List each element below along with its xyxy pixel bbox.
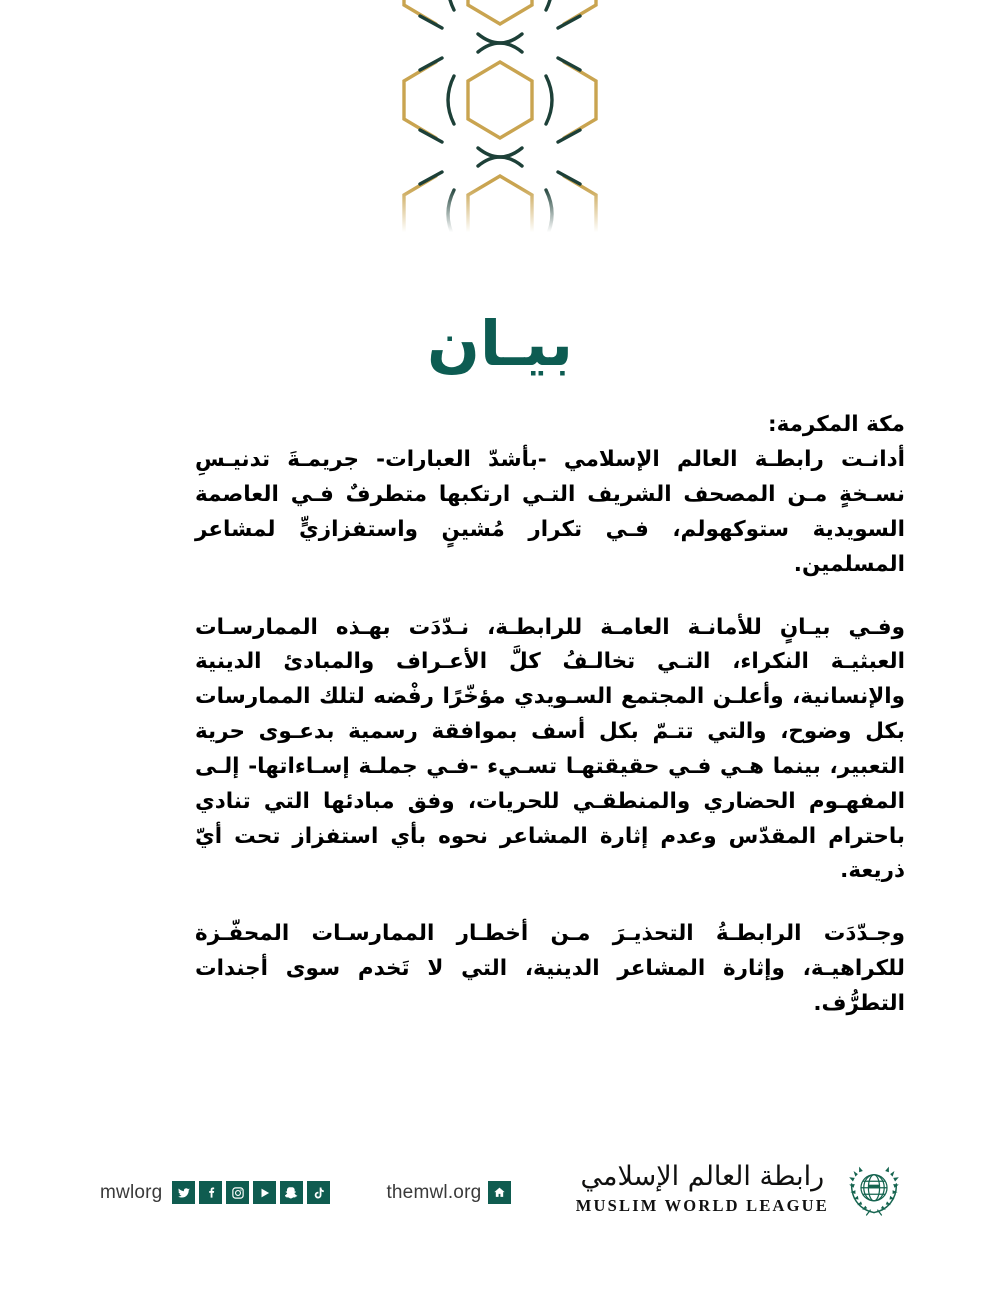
page-title: بيـان — [427, 306, 573, 380]
dateline: مكة المكرمة: — [767, 412, 905, 437]
tiktok-icon[interactable] — [307, 1181, 330, 1204]
logo-arabic-name: رابطة العالم الإسلامي — [580, 1161, 825, 1193]
social-icon-row — [172, 1181, 330, 1204]
footer — [0, 1153, 1000, 1303]
snapchat-icon[interactable] — [280, 1181, 303, 1204]
statement-paragraph-1: أدانـت رابطـة العالم الإسلامي -بأشدّ العبارات- جريمـةَ تدنيـسِ نسـخةٍ مـن المصحف الشريف التـي ارتكبها متطرفٌ فـي العاصمة السويدية ستوكهولم، فـي تكرار مُشينٍ واستفزازيٍّ لمشاعر المسلمين. — [195, 447, 905, 577]
youtube-icon[interactable] — [253, 1181, 276, 1204]
website-text: themwl.org — [386, 1181, 482, 1203]
organization-logo — [576, 1158, 905, 1220]
instagram-icon[interactable] — [226, 1181, 249, 1204]
ornament-band — [0, 0, 1000, 245]
logo-wordmark — [576, 1162, 829, 1216]
twitter-icon[interactable] — [172, 1181, 195, 1204]
statement-paragraph-3: وجـدّدَت الرابطـةُ التحذيـرَ مـن أخطـار الممارسـات المحفّـزة للكراهيـة، وإثارة المشاعر الدينية، التي لا تَخدم سوى أجندات التطرُّف. — [195, 921, 905, 1016]
facebook-icon[interactable] — [199, 1181, 222, 1204]
social-handle-text: mwlorg — [100, 1181, 163, 1203]
home-icon[interactable] — [488, 1181, 511, 1204]
statement-body — [195, 408, 905, 1022]
globe-laurel-wreath-emblem-icon — [843, 1158, 905, 1220]
footer-links — [100, 1181, 511, 1204]
logo-latin-name: MUSLIM WORLD LEAGUE — [575, 1195, 829, 1215]
geometric-hexagon-pattern-icon — [380, 0, 620, 245]
website-link[interactable] — [386, 1181, 511, 1204]
statement-paragraph-2: وفـي بيـانٍ للأمانـة العامـة للرابطـة، نـدّدَت بهـذه الممارسـات العبثيـة النكراء، التـي تخالـفُ كلَّ الأعـراف والمبادئ الدينية والإنسانية، وأعلـن المجتمع السـويدي مؤخّرًا رفْضه لتلك الممارسات بكل وضوح، والتي تتـمّ بكل أسف بموافقة رسمية بدعـوى حرية التعبير، بينما هـي فـي حقيقتهـا تسـيء -فـي جملـة إسـاءاتها- إلـى المفهـوم الحضاري والمنطقـي للحريات، وفق مبادئها التي تنادي باحترام المقدّس وعدم إثارة المشاعر نحوه بأي استفزاز تحت أيّ ذريعة. — [195, 614, 905, 884]
